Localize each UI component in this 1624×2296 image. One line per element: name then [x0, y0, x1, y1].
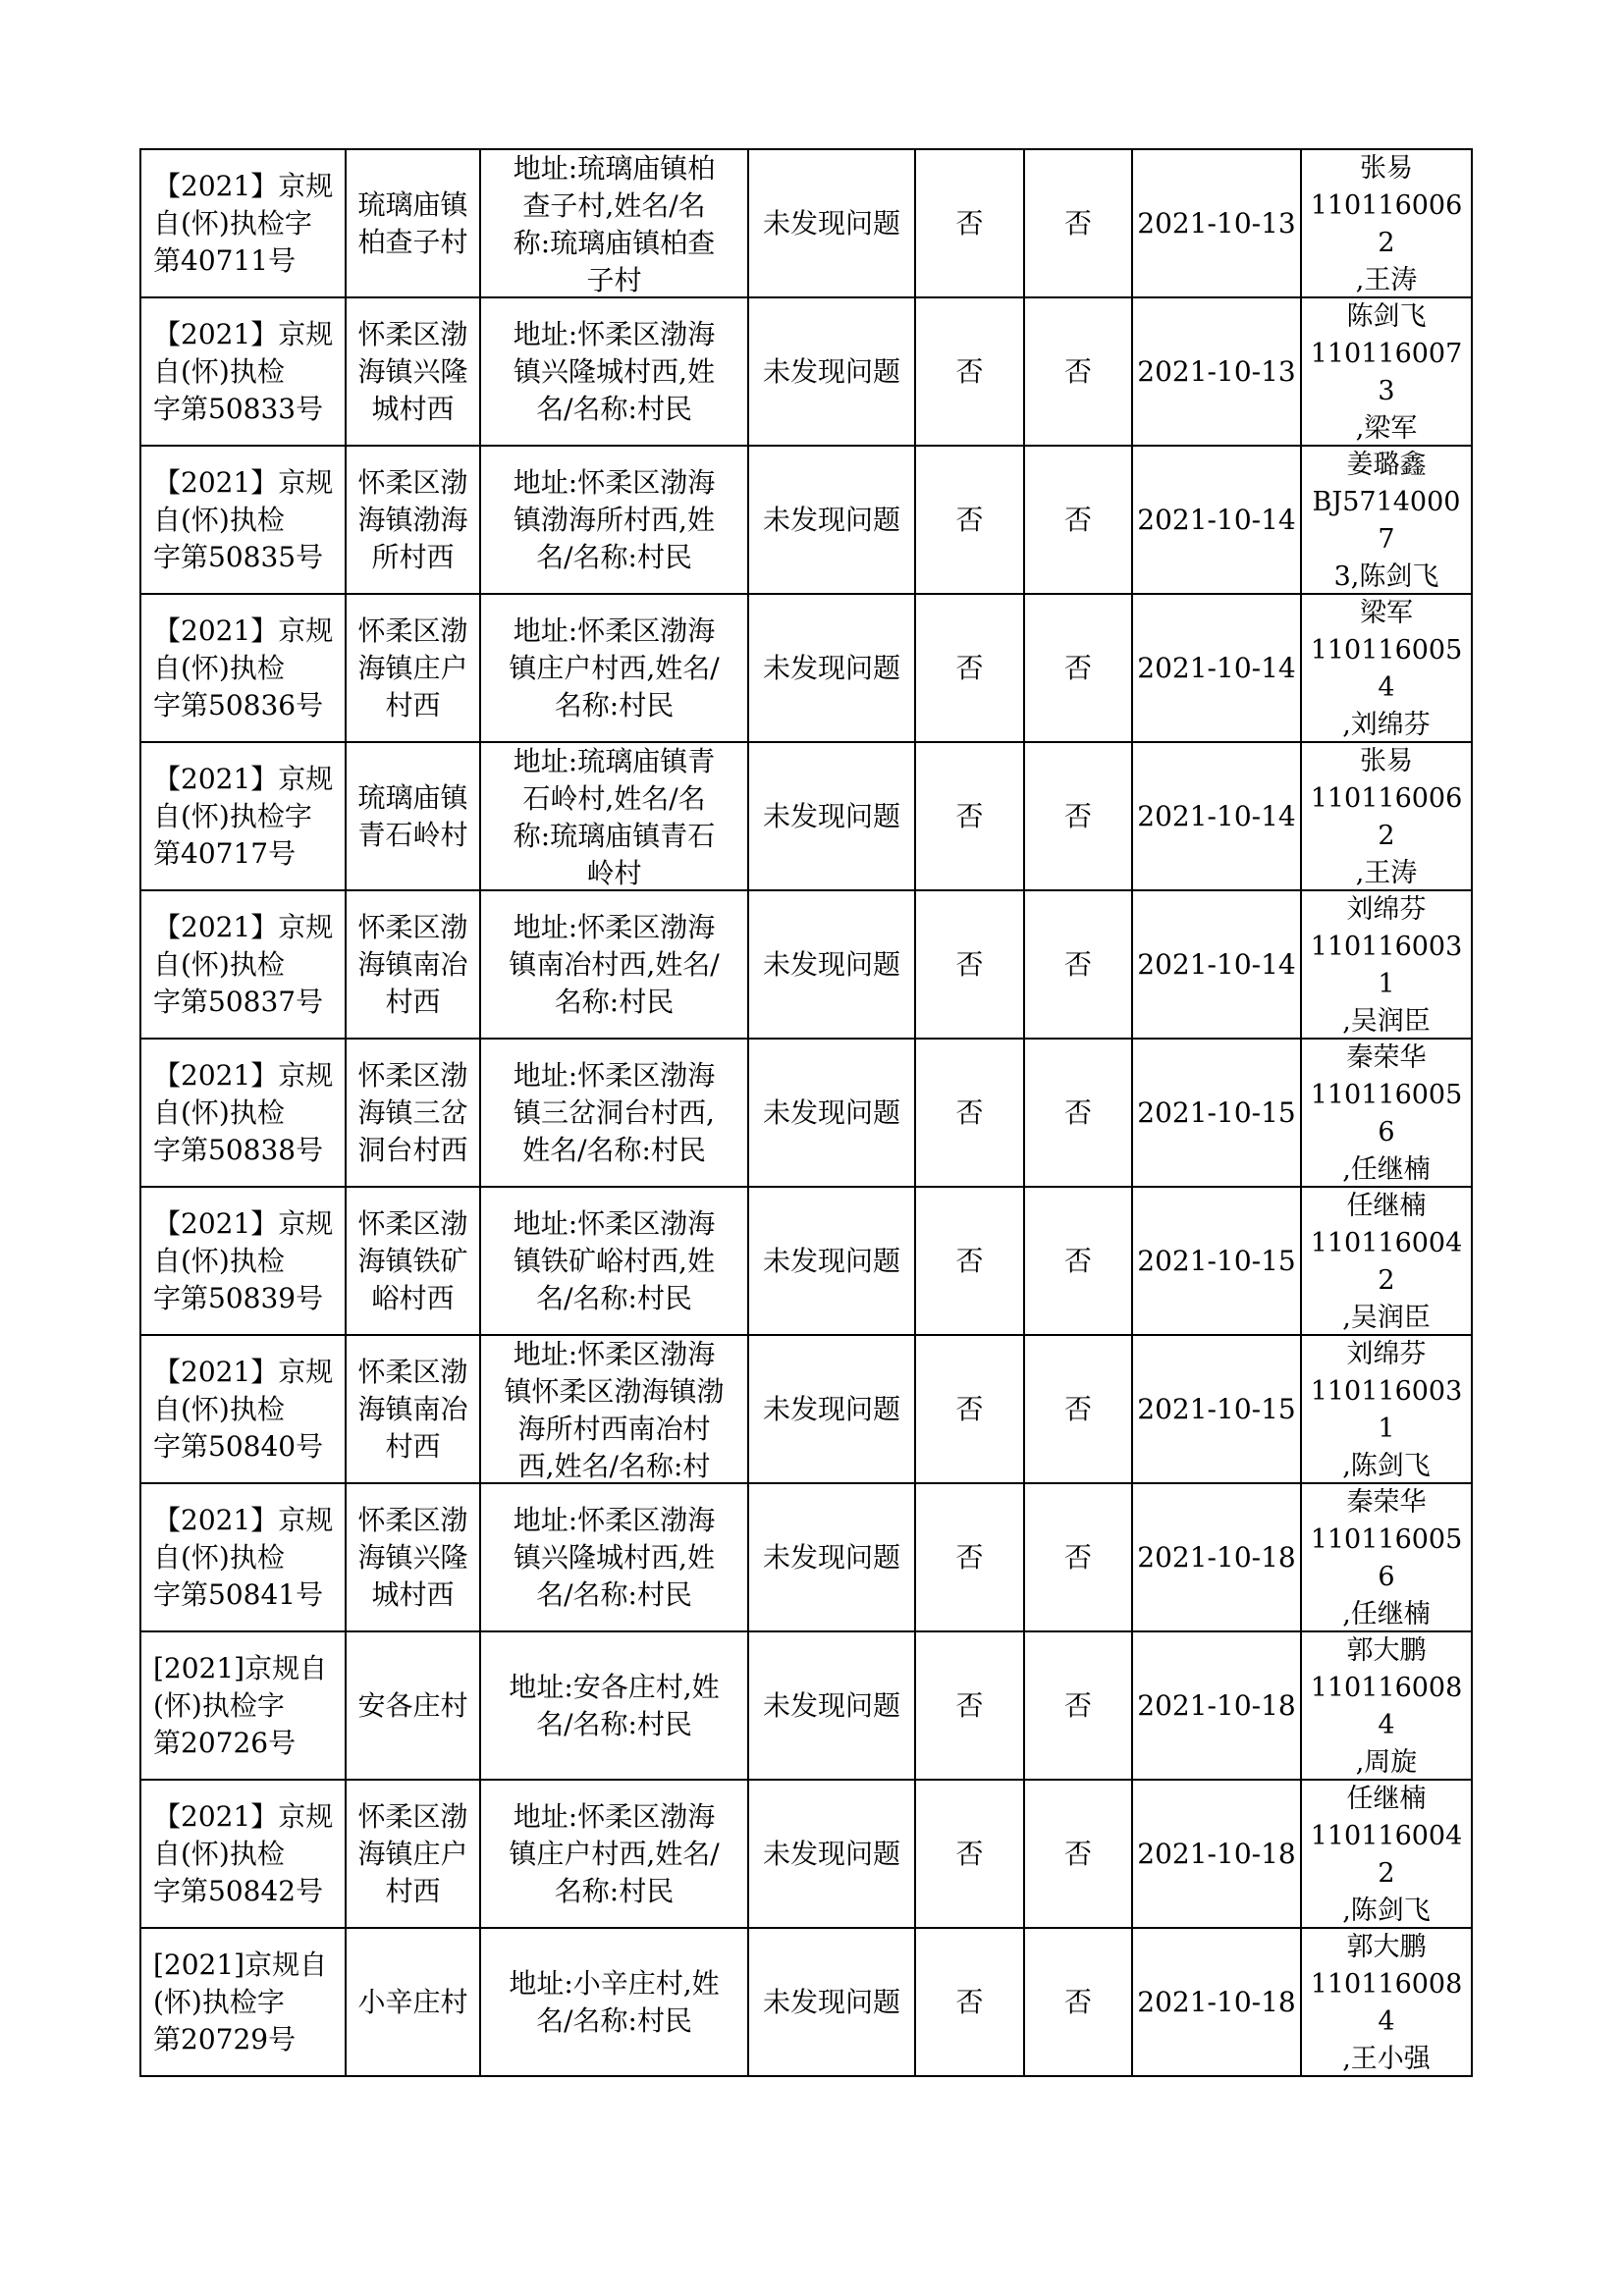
- record-id-cell: [140, 1631, 346, 1780]
- flag-cell: [915, 1187, 1024, 1335]
- record-id-cell-text: [2021]京规自 (怀)执检字 第20729号: [153, 1948, 328, 2056]
- address-cell-text: 地址:怀柔区渤海 镇铁矿峪村西,姓 名/名称:村民: [513, 1206, 716, 1314]
- record-id-cell: [140, 742, 346, 890]
- flag-cell: [915, 594, 1024, 742]
- flag-cell: [915, 149, 1024, 297]
- date-cell-text: 2021-10-15: [1137, 1392, 1296, 1425]
- location-cell-text: 怀柔区渤 海镇庄户 村西: [357, 1799, 468, 1907]
- result-cell: [748, 446, 915, 594]
- flag-cell-text: 否: [955, 503, 984, 536]
- result-cell: [748, 890, 915, 1039]
- address-cell-text: 地址:琉璃庙镇青 石岭村,姓名/名 称:琉璃庙镇青石 岭村: [513, 745, 716, 889]
- date-cell: [1132, 890, 1301, 1039]
- location-cell-text: 小辛庄村: [357, 1985, 468, 2018]
- record-id-cell: [140, 1483, 346, 1631]
- flag-cell: [915, 1335, 1024, 1483]
- address-cell-text: 地址:琉璃庙镇柏 查子村,姓名/名 称:琉璃庙镇柏查 子村: [513, 152, 716, 296]
- date-cell: [1132, 1928, 1301, 2076]
- inspectors-cell: [1301, 297, 1472, 446]
- flag-cell-text: 否: [1063, 1540, 1092, 1574]
- flag-cell-text: 否: [1063, 651, 1092, 684]
- record-id-cell: [140, 1928, 346, 2076]
- inspectors-cell-text: 张易 1101160062 ,王涛: [1310, 746, 1463, 888]
- flag-cell: [915, 1928, 1024, 2076]
- result-cell-text: 未发现问题: [762, 1688, 900, 1722]
- location-cell-text: 安各庄村: [357, 1688, 468, 1722]
- flag-cell: [1024, 1483, 1132, 1631]
- flag-cell: [915, 1039, 1024, 1187]
- flag-cell-text: 否: [1063, 1985, 1092, 2018]
- address-cell: [480, 149, 748, 297]
- flag-cell-text: 否: [955, 354, 984, 388]
- location-cell: [346, 594, 480, 742]
- record-id-cell: [140, 1187, 346, 1335]
- address-cell: [480, 890, 748, 1039]
- record-id-cell-text: 【2021】京规 自(怀)执检字 第40717号: [153, 762, 334, 870]
- address-cell-text: 地址:怀柔区渤海 镇庄户村西,姓名/ 名称:村民: [509, 1799, 720, 1907]
- flag-cell-text: 否: [1063, 1244, 1092, 1277]
- record-id-cell-text: [2021]京规自 (怀)执检字 第20726号: [153, 1651, 328, 1759]
- table-body: [140, 149, 1472, 2076]
- inspectors-cell-text: 姜璐鑫 BJ57140007 3,陈剑飞: [1312, 450, 1461, 592]
- location-cell-text: 怀柔区渤 海镇庄户 村西: [357, 614, 468, 721]
- flag-cell: [915, 1483, 1024, 1631]
- flag-cell-text: 否: [955, 1392, 984, 1425]
- record-id-cell-text: 【2021】京规 自(怀)执检 字第50838号: [153, 1058, 334, 1166]
- record-id-cell-text: 【2021】京规 自(怀)执检 字第50840号: [153, 1355, 334, 1463]
- inspectors-cell-text: 任继楠 1101160042 ,陈剑飞: [1310, 1784, 1463, 1926]
- flag-cell: [915, 1780, 1024, 1928]
- table-row: [140, 149, 1472, 297]
- result-cell-text: 未发现问题: [762, 1837, 900, 1870]
- address-cell: [480, 1039, 748, 1187]
- flag-cell: [915, 446, 1024, 594]
- flag-cell-text: 否: [955, 1540, 984, 1574]
- address-cell-text: 地址:怀柔区渤海 镇三岔洞台村西, 姓名/名称:村民: [513, 1058, 716, 1166]
- address-cell: [480, 297, 748, 446]
- record-id-cell-text: 【2021】京规 自(怀)执检 字第50837号: [153, 910, 334, 1018]
- address-cell-text: 地址:怀柔区渤海 镇庄户村西,姓名/ 名称:村民: [509, 614, 720, 721]
- date-cell-text: 2021-10-18: [1137, 1837, 1296, 1870]
- flag-cell: [1024, 1335, 1132, 1483]
- flag-cell: [1024, 1039, 1132, 1187]
- result-cell-text: 未发现问题: [762, 1985, 900, 2018]
- flag-cell: [1024, 1928, 1132, 2076]
- flag-cell-text: 否: [955, 947, 984, 981]
- result-cell: [748, 1335, 915, 1483]
- result-cell-text: 未发现问题: [762, 1244, 900, 1277]
- record-id-cell: [140, 890, 346, 1039]
- inspectors-cell: [1301, 1483, 1472, 1631]
- flag-cell-text: 否: [1063, 799, 1092, 832]
- date-cell-text: 2021-10-15: [1137, 1244, 1296, 1277]
- record-id-cell-text: 【2021】京规 自(怀)执检 字第50839号: [153, 1206, 334, 1314]
- address-cell-text: 地址:怀柔区渤海 镇兴隆城村西,姓 名/名称:村民: [513, 1503, 716, 1611]
- record-id-cell: [140, 1780, 346, 1928]
- address-cell: [480, 1928, 748, 2076]
- result-cell: [748, 1483, 915, 1631]
- result-cell: [748, 1780, 915, 1928]
- record-id-cell-text: 【2021】京规 自(怀)执检 字第50833号: [153, 317, 334, 425]
- flag-cell-text: 否: [1063, 206, 1092, 240]
- flag-cell-text: 否: [1063, 503, 1092, 536]
- result-cell-text: 未发现问题: [762, 206, 900, 240]
- record-id-cell-text: 【2021】京规 自(怀)执检 字第50836号: [153, 614, 334, 721]
- location-cell: [346, 1335, 480, 1483]
- flag-cell-text: 否: [1063, 947, 1092, 981]
- record-id-cell: [140, 297, 346, 446]
- inspectors-cell: [1301, 594, 1472, 742]
- location-cell: [346, 149, 480, 297]
- flag-cell: [915, 890, 1024, 1039]
- inspectors-cell: [1301, 890, 1472, 1039]
- inspectors-cell-text: 郭大鹏 1101160084 ,周旋: [1310, 1635, 1463, 1778]
- location-cell-text: 琉璃庙镇 青石岭村: [357, 780, 468, 851]
- flag-cell-text: 否: [1063, 1837, 1092, 1870]
- location-cell-text: 怀柔区渤 海镇兴隆 城村西: [357, 1503, 468, 1611]
- address-cell: [480, 1780, 748, 1928]
- date-cell: [1132, 1780, 1301, 1928]
- result-cell: [748, 594, 915, 742]
- location-cell-text: 怀柔区渤 海镇三岔 洞台村西: [357, 1058, 468, 1166]
- flag-cell-text: 否: [955, 1244, 984, 1277]
- flag-cell: [1024, 149, 1132, 297]
- address-cell-text: 地址:怀柔区渤海 镇兴隆城村西,姓 名/名称:村民: [513, 317, 716, 425]
- date-cell-text: 2021-10-14: [1137, 799, 1296, 832]
- location-cell: [346, 446, 480, 594]
- inspectors-cell: [1301, 446, 1472, 594]
- result-cell-text: 未发现问题: [762, 1095, 900, 1129]
- inspectors-cell: [1301, 1780, 1472, 1928]
- flag-cell: [1024, 742, 1132, 890]
- date-cell-text: 2021-10-14: [1137, 503, 1296, 536]
- table-row: [140, 1335, 1472, 1483]
- date-cell: [1132, 594, 1301, 742]
- flag-cell: [915, 1631, 1024, 1780]
- date-cell-text: 2021-10-14: [1137, 651, 1296, 684]
- flag-cell: [915, 742, 1024, 890]
- inspectors-cell-text: 秦荣华 1101160056 ,任继楠: [1310, 1042, 1463, 1185]
- inspectors-cell: [1301, 149, 1472, 297]
- flag-cell-text: 否: [1063, 1688, 1092, 1722]
- result-cell: [748, 297, 915, 446]
- table-row: [140, 446, 1472, 594]
- result-cell: [748, 1631, 915, 1780]
- address-cell-text: 地址:小辛庄村,姓 名/名称:村民: [509, 1966, 720, 2037]
- inspectors-cell: [1301, 1631, 1472, 1780]
- date-cell: [1132, 742, 1301, 890]
- inspectors-cell: [1301, 1039, 1472, 1187]
- inspectors-cell: [1301, 1187, 1472, 1335]
- table-row: [140, 1631, 1472, 1780]
- date-cell: [1132, 149, 1301, 297]
- address-cell-text: 地址:怀柔区渤海 镇渤海所村西,姓 名/名称:村民: [513, 465, 716, 573]
- table-row: [140, 890, 1472, 1039]
- inspectors-cell-text: 梁军 1101160054 ,刘绵芬: [1310, 598, 1463, 740]
- flag-cell: [1024, 594, 1132, 742]
- result-cell-text: 未发现问题: [762, 799, 900, 832]
- flag-cell-text: 否: [955, 1688, 984, 1722]
- inspectors-cell-text: 任继楠 1101160042 ,吴润臣: [1310, 1191, 1463, 1333]
- location-cell-text: 琉璃庙镇 柏查子村: [357, 187, 468, 258]
- record-id-cell: [140, 1039, 346, 1187]
- date-cell-text: 2021-10-18: [1137, 1985, 1296, 2018]
- location-cell: [346, 297, 480, 446]
- date-cell-text: 2021-10-13: [1137, 206, 1296, 240]
- result-cell-text: 未发现问题: [762, 1392, 900, 1425]
- table-row: [140, 1483, 1472, 1631]
- inspectors-cell-text: 秦荣华 1101160056 ,任继楠: [1310, 1487, 1463, 1629]
- table-row: [140, 1780, 1472, 1928]
- date-cell-text: 2021-10-14: [1137, 947, 1296, 981]
- date-cell: [1132, 1335, 1301, 1483]
- result-cell: [748, 1187, 915, 1335]
- table-row: [140, 1928, 1472, 2076]
- table-row: [140, 1187, 1472, 1335]
- record-id-cell: [140, 446, 346, 594]
- address-cell: [480, 1631, 748, 1780]
- flag-cell-text: 否: [955, 206, 984, 240]
- result-cell-text: 未发现问题: [762, 651, 900, 684]
- result-cell-text: 未发现问题: [762, 354, 900, 388]
- location-cell-text: 怀柔区渤 海镇兴隆 城村西: [357, 317, 468, 425]
- inspectors-cell-text: 张易 1101160062 ,王涛: [1310, 153, 1463, 295]
- record-id-cell: [140, 594, 346, 742]
- address-cell: [480, 742, 748, 890]
- flag-cell: [1024, 1631, 1132, 1780]
- flag-cell: [1024, 446, 1132, 594]
- inspectors-cell-text: 刘绵芬 1101160031 ,陈剑飞: [1310, 1339, 1463, 1481]
- date-cell-text: 2021-10-15: [1137, 1095, 1296, 1129]
- location-cell-text: 怀柔区渤 海镇南冶 村西: [357, 910, 468, 1018]
- inspectors-cell: [1301, 742, 1472, 890]
- result-cell-text: 未发现问题: [762, 947, 900, 981]
- location-cell: [346, 1780, 480, 1928]
- location-cell-text: 怀柔区渤 海镇南冶 村西: [357, 1355, 468, 1463]
- date-cell-text: 2021-10-13: [1137, 354, 1296, 388]
- date-cell-text: 2021-10-18: [1137, 1688, 1296, 1722]
- address-cell: [480, 446, 748, 594]
- date-cell: [1132, 1187, 1301, 1335]
- date-cell: [1132, 1483, 1301, 1631]
- flag-cell: [1024, 1780, 1132, 1928]
- inspectors-cell: [1301, 1928, 1472, 2076]
- result-cell: [748, 149, 915, 297]
- flag-cell-text: 否: [1063, 354, 1092, 388]
- inspectors-cell: [1301, 1335, 1472, 1483]
- address-cell-text: 地址:怀柔区渤海 镇怀柔区渤海镇渤 海所村西南冶村 西,姓名/名称:村: [504, 1338, 725, 1482]
- table-row: [140, 594, 1472, 742]
- flag-cell-text: 否: [955, 1095, 984, 1129]
- address-cell-text: 地址:怀柔区渤海 镇南冶村西,姓名/ 名称:村民: [509, 910, 720, 1018]
- table-row: [140, 742, 1472, 890]
- result-cell: [748, 742, 915, 890]
- location-cell-text: 怀柔区渤 海镇铁矿 峪村西: [357, 1206, 468, 1314]
- flag-cell-text: 否: [955, 1985, 984, 2018]
- record-id-cell-text: 【2021】京规 自(怀)执检 字第50842号: [153, 1799, 334, 1907]
- location-cell: [346, 1039, 480, 1187]
- flag-cell-text: 否: [1063, 1095, 1092, 1129]
- flag-cell-text: 否: [955, 651, 984, 684]
- address-cell: [480, 1483, 748, 1631]
- address-cell: [480, 1335, 748, 1483]
- result-cell: [748, 1039, 915, 1187]
- flag-cell-text: 否: [955, 1837, 984, 1870]
- inspectors-cell-text: 刘绵芬 1101160031 ,吴润臣: [1310, 894, 1463, 1037]
- record-id-cell-text: 【2021】京规 自(怀)执检字 第40711号: [153, 169, 334, 277]
- location-cell: [346, 890, 480, 1039]
- inspectors-cell-text: 陈剑飞 1101160073 ,梁军: [1310, 301, 1463, 444]
- address-cell: [480, 1187, 748, 1335]
- flag-cell-text: 否: [955, 799, 984, 832]
- location-cell: [346, 1928, 480, 2076]
- address-cell-text: 地址:安各庄村,姓 名/名称:村民: [509, 1670, 720, 1740]
- record-id-cell: [140, 149, 346, 297]
- location-cell-text: 怀柔区渤 海镇渤海 所村西: [357, 465, 468, 573]
- result-cell: [748, 1928, 915, 2076]
- flag-cell: [915, 297, 1024, 446]
- address-cell: [480, 594, 748, 742]
- date-cell: [1132, 446, 1301, 594]
- flag-cell: [1024, 890, 1132, 1039]
- table-row: [140, 297, 1472, 446]
- flag-cell-text: 否: [1063, 1392, 1092, 1425]
- location-cell: [346, 1483, 480, 1631]
- flag-cell: [1024, 1187, 1132, 1335]
- location-cell: [346, 742, 480, 890]
- inspection-records-table: [139, 148, 1473, 2077]
- date-cell: [1132, 297, 1301, 446]
- date-cell: [1132, 1631, 1301, 1780]
- record-id-cell-text: 【2021】京规 自(怀)执检 字第50835号: [153, 465, 334, 573]
- table-row: [140, 1039, 1472, 1187]
- result-cell-text: 未发现问题: [762, 503, 900, 536]
- record-id-cell-text: 【2021】京规 自(怀)执检 字第50841号: [153, 1503, 334, 1611]
- location-cell: [346, 1631, 480, 1780]
- record-id-cell: [140, 1335, 346, 1483]
- date-cell: [1132, 1039, 1301, 1187]
- result-cell-text: 未发现问题: [762, 1540, 900, 1574]
- location-cell: [346, 1187, 480, 1335]
- date-cell-text: 2021-10-18: [1137, 1540, 1296, 1574]
- inspectors-cell-text: 郭大鹏 1101160084 ,王小强: [1310, 1932, 1463, 2074]
- flag-cell: [1024, 297, 1132, 446]
